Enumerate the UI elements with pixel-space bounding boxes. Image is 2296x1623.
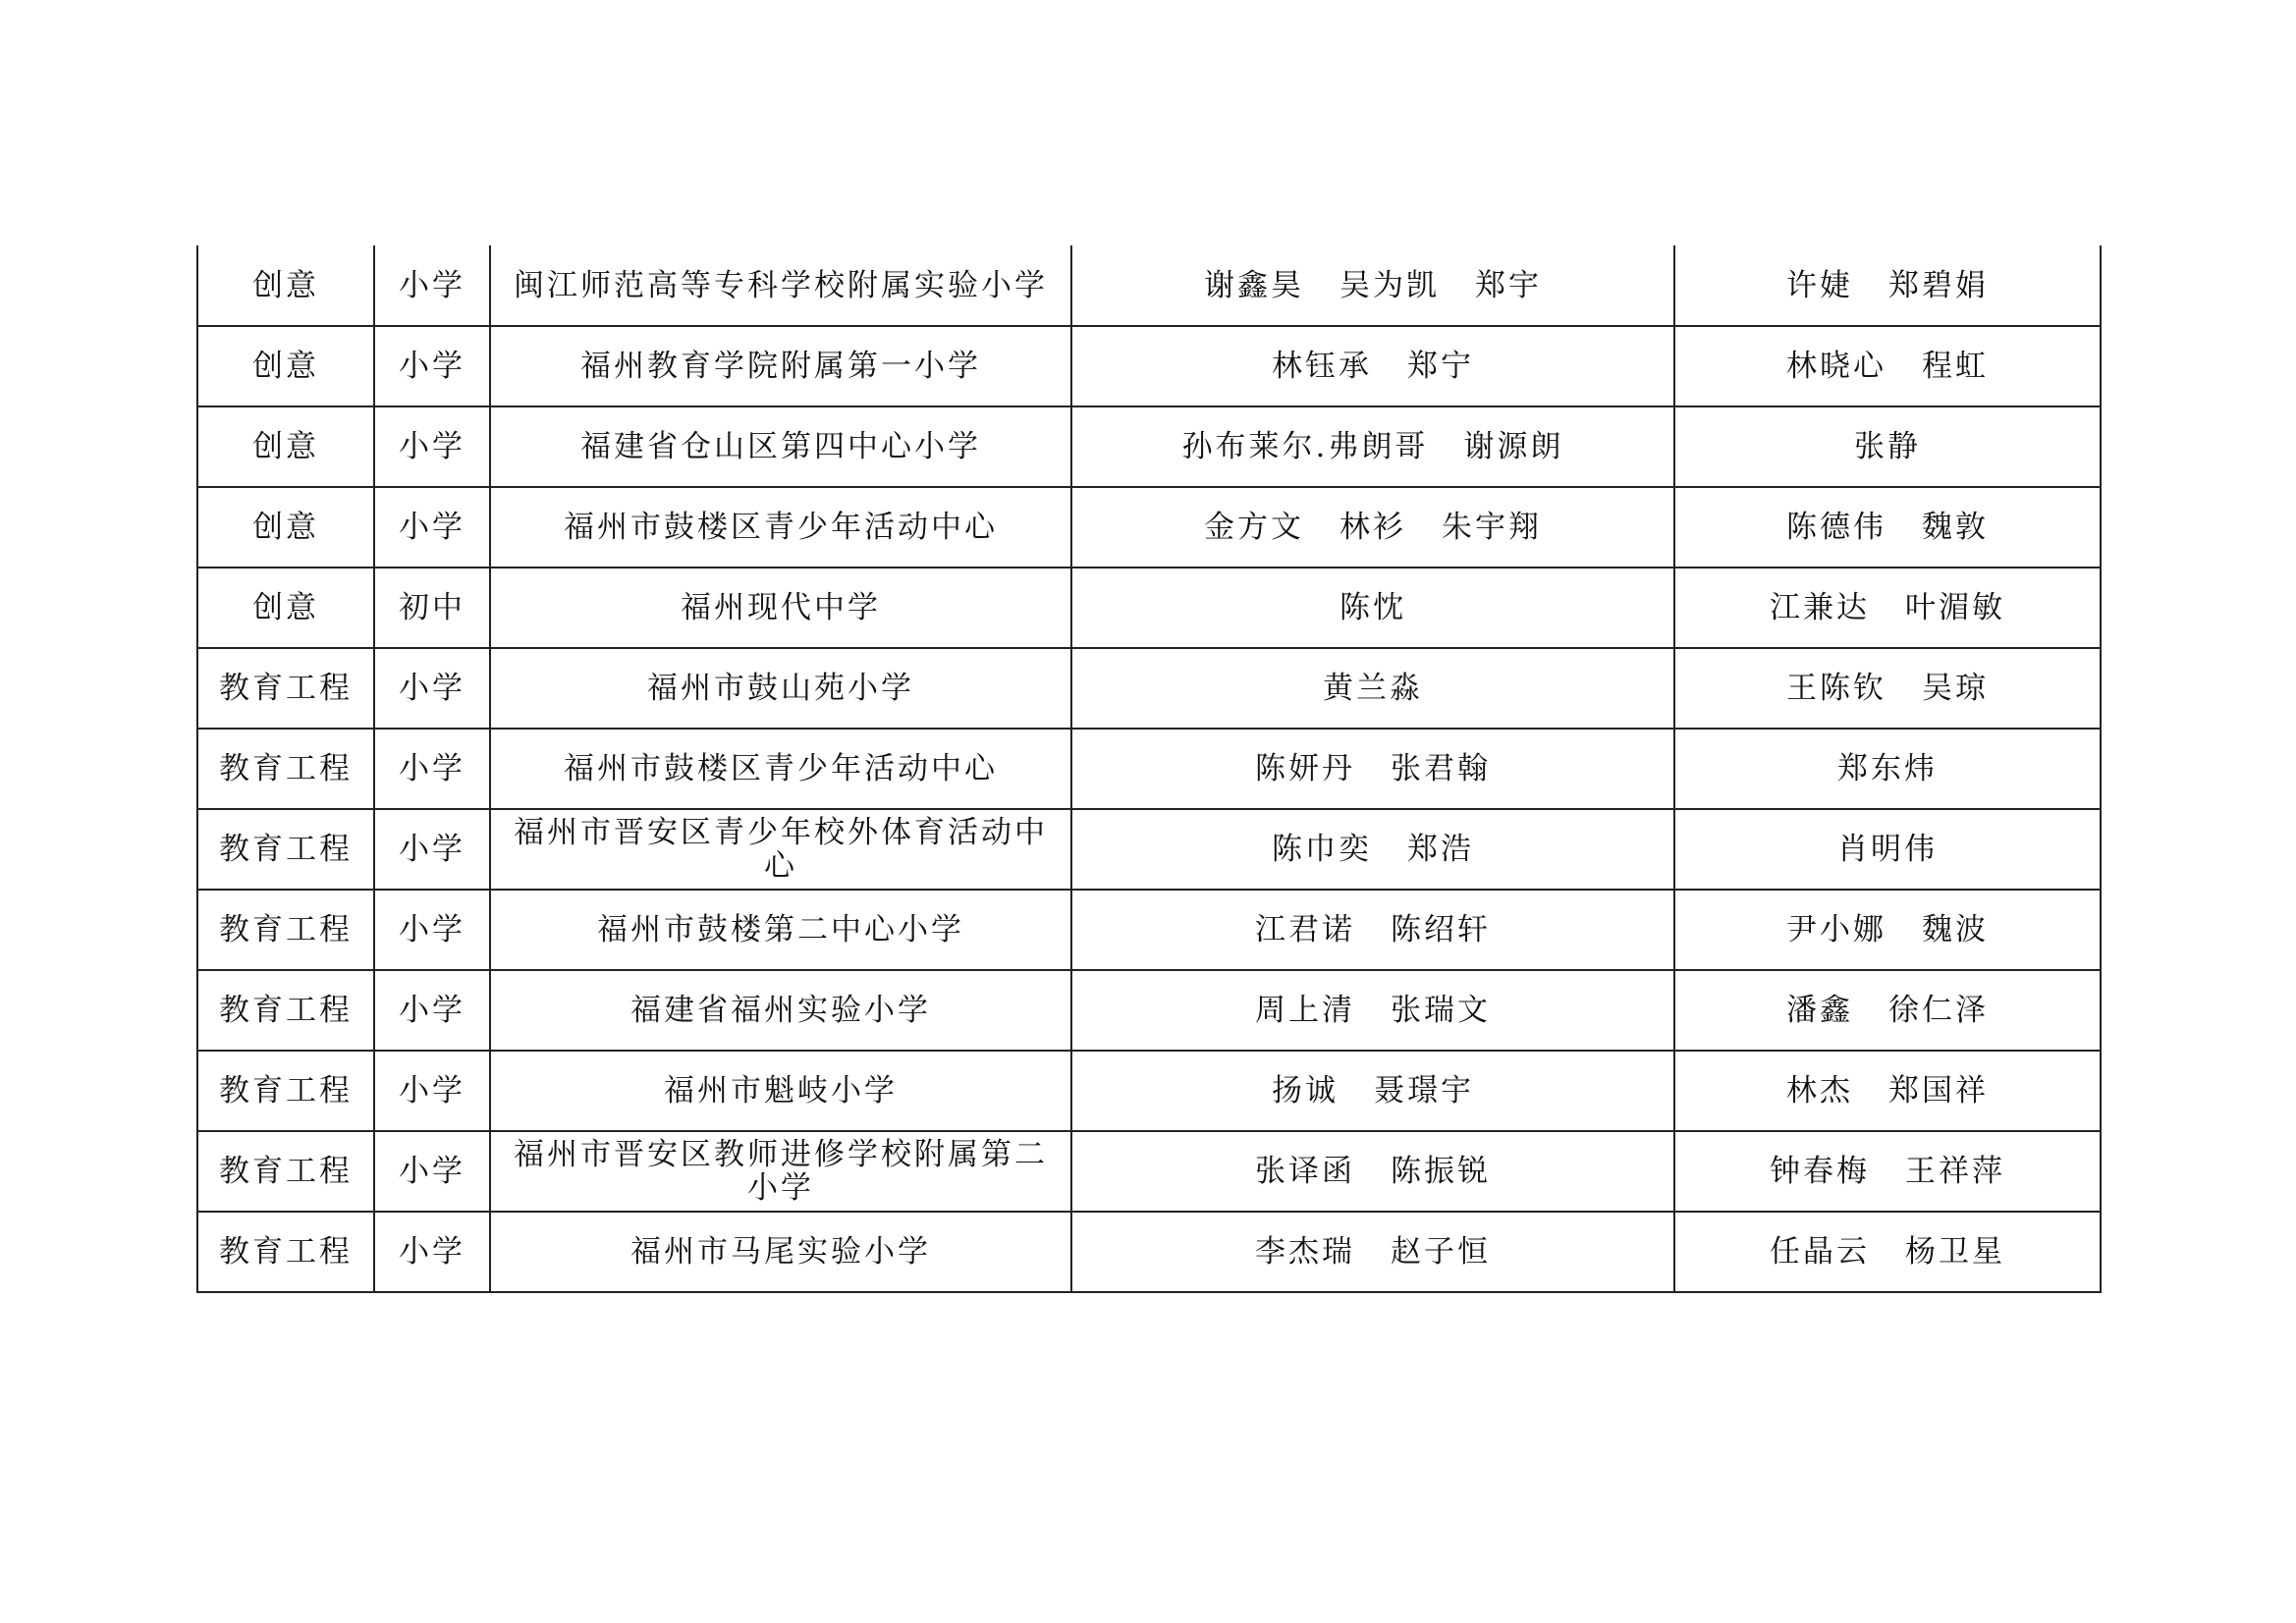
category-cell: 教育工程 <box>197 1212 374 1292</box>
student-name: 孙布莱尔.弗朗哥 <box>1181 429 1429 464</box>
student-name: 赵子恒 <box>1391 1234 1491 1270</box>
category-cell: 教育工程 <box>197 648 374 729</box>
teacher-name: 林杰 <box>1786 1073 1853 1109</box>
school-cell: 福州市鼓山苑小学 <box>490 648 1071 729</box>
student-name: 金方文 <box>1204 510 1304 545</box>
school-cell: 福州市鼓楼区青少年活动中心 <box>490 487 1071 568</box>
level-cell: 初中 <box>374 568 490 648</box>
level-cell: 小学 <box>374 245 490 326</box>
table-row <box>197 970 2101 1051</box>
student-name: 扬诚 <box>1272 1073 1339 1109</box>
student-name: 陈妍丹 <box>1255 751 1355 786</box>
students-cell <box>1071 568 1674 648</box>
teachers-cell <box>1674 1131 2101 1212</box>
level-cell: 小学 <box>374 809 490 890</box>
table-row <box>197 1051 2101 1131</box>
student-name: 李杰瑞 <box>1255 1234 1355 1270</box>
student-name: 黄兰淼 <box>1323 671 1423 706</box>
table-row <box>197 809 2101 890</box>
student-name: 张瑞文 <box>1391 993 1491 1028</box>
level-cell: 小学 <box>374 970 490 1051</box>
students-cell <box>1071 970 1674 1051</box>
students-cell <box>1071 729 1674 809</box>
teacher-name: 江兼达 <box>1770 590 1870 625</box>
table-row <box>197 406 2101 487</box>
teacher-name: 郑国祥 <box>1888 1073 1989 1109</box>
teacher-name: 徐仁泽 <box>1888 993 1989 1028</box>
level-cell: 小学 <box>374 406 490 487</box>
award-table-body <box>197 245 2101 1292</box>
students-cell <box>1071 809 1674 890</box>
students-cell <box>1071 487 1674 568</box>
teachers-cell <box>1674 809 2101 890</box>
level-cell: 小学 <box>374 648 490 729</box>
teachers-cell <box>1674 406 2101 487</box>
teacher-name: 许婕 <box>1786 267 1853 303</box>
student-name: 谢鑫昊 <box>1204 267 1304 303</box>
school-cell: 福州教育学院附属第一小学 <box>490 326 1071 406</box>
school-cell: 福州现代中学 <box>490 568 1071 648</box>
school-cell: 福州市晋安区教师进修学校附属第二小学 <box>490 1131 1071 1212</box>
student-name: 陈振锐 <box>1391 1154 1491 1189</box>
students-cell <box>1071 648 1674 729</box>
teacher-name: 陈德伟 <box>1786 510 1886 545</box>
teacher-name: 王陈钦 <box>1786 671 1886 706</box>
level-cell: 小学 <box>374 729 490 809</box>
teacher-name: 郑东炜 <box>1837 751 1938 786</box>
student-name: 张君翰 <box>1391 751 1491 786</box>
category-cell: 创意 <box>197 487 374 568</box>
table-row <box>197 568 2101 648</box>
teachers-cell <box>1674 1051 2101 1131</box>
students-cell <box>1071 245 1674 326</box>
students-cell <box>1071 1131 1674 1212</box>
students-cell <box>1071 890 1674 970</box>
table-row <box>197 326 2101 406</box>
category-cell: 教育工程 <box>197 809 374 890</box>
table-row <box>197 648 2101 729</box>
teacher-name: 程虹 <box>1922 349 1989 384</box>
teacher-name: 肖明伟 <box>1837 832 1938 867</box>
teachers-cell <box>1674 1212 2101 1292</box>
school-cell: 福州市晋安区青少年校外体育活动中心 <box>490 809 1071 890</box>
award-table <box>196 245 2102 1293</box>
teachers-cell <box>1674 890 2101 970</box>
student-name: 陈巾奕 <box>1272 832 1372 867</box>
teacher-name: 林晓心 <box>1786 349 1886 384</box>
student-name: 谢源朗 <box>1463 429 1564 464</box>
student-name: 林衫 <box>1339 510 1406 545</box>
student-name: 陈绍轩 <box>1391 912 1491 947</box>
level-cell: 小学 <box>374 1051 490 1131</box>
category-cell: 教育工程 <box>197 970 374 1051</box>
category-cell: 教育工程 <box>197 890 374 970</box>
teacher-name: 魏波 <box>1922 912 1989 947</box>
teacher-name: 张静 <box>1854 429 1921 464</box>
students-cell <box>1071 326 1674 406</box>
student-name: 郑浩 <box>1407 832 1474 867</box>
school-cell: 福州市魁岐小学 <box>490 1051 1071 1131</box>
category-cell: 教育工程 <box>197 1051 374 1131</box>
level-cell: 小学 <box>374 1131 490 1212</box>
students-cell <box>1071 1212 1674 1292</box>
teacher-name: 杨卫星 <box>1905 1234 2005 1270</box>
student-name: 陈忱 <box>1339 590 1406 625</box>
level-cell: 小学 <box>374 326 490 406</box>
category-cell: 教育工程 <box>197 1131 374 1212</box>
school-cell: 福建省仓山区第四中心小学 <box>490 406 1071 487</box>
level-cell: 小学 <box>374 1212 490 1292</box>
student-name: 郑宁 <box>1407 349 1474 384</box>
student-name: 张译函 <box>1255 1154 1355 1189</box>
student-name: 郑宇 <box>1475 267 1542 303</box>
teachers-cell <box>1674 729 2101 809</box>
student-name: 朱宇翔 <box>1442 510 1542 545</box>
school-cell: 福州市鼓楼第二中心小学 <box>490 890 1071 970</box>
teacher-name: 钟春梅 <box>1770 1154 1870 1189</box>
table-row <box>197 1131 2101 1212</box>
teacher-name: 魏敦 <box>1922 510 1989 545</box>
table-row <box>197 487 2101 568</box>
teacher-name: 王祥萍 <box>1905 1154 2005 1189</box>
student-name: 江君诺 <box>1255 912 1355 947</box>
table-row <box>197 245 2101 326</box>
category-cell: 创意 <box>197 326 374 406</box>
teachers-cell <box>1674 487 2101 568</box>
school-cell: 福州市鼓楼区青少年活动中心 <box>490 729 1071 809</box>
students-cell <box>1071 406 1674 487</box>
teacher-name: 任晶云 <box>1770 1234 1870 1270</box>
students-cell <box>1071 1051 1674 1131</box>
teachers-cell <box>1674 648 2101 729</box>
student-name: 林钰承 <box>1272 349 1372 384</box>
teacher-name: 郑碧娟 <box>1888 267 1989 303</box>
table-row <box>197 729 2101 809</box>
teachers-cell <box>1674 326 2101 406</box>
teacher-name: 尹小娜 <box>1786 912 1886 947</box>
student-name: 吴为凯 <box>1339 267 1440 303</box>
level-cell: 小学 <box>374 487 490 568</box>
teachers-cell <box>1674 245 2101 326</box>
category-cell: 创意 <box>197 568 374 648</box>
table-row <box>197 890 2101 970</box>
student-name: 周上清 <box>1255 993 1355 1028</box>
table-row <box>197 1212 2101 1292</box>
category-cell: 教育工程 <box>197 729 374 809</box>
student-name: 聂璟宇 <box>1374 1073 1474 1109</box>
category-cell: 创意 <box>197 406 374 487</box>
teacher-name: 叶湄敏 <box>1905 590 2005 625</box>
level-cell: 小学 <box>374 890 490 970</box>
category-cell: 创意 <box>197 245 374 326</box>
school-cell: 福州市马尾实验小学 <box>490 1212 1071 1292</box>
teacher-name: 潘鑫 <box>1786 993 1853 1028</box>
teachers-cell <box>1674 568 2101 648</box>
school-cell: 闽江师范高等专科学校附属实验小学 <box>490 245 1071 326</box>
teachers-cell <box>1674 970 2101 1051</box>
school-cell: 福建省福州实验小学 <box>490 970 1071 1051</box>
teacher-name: 吴琼 <box>1922 671 1989 706</box>
